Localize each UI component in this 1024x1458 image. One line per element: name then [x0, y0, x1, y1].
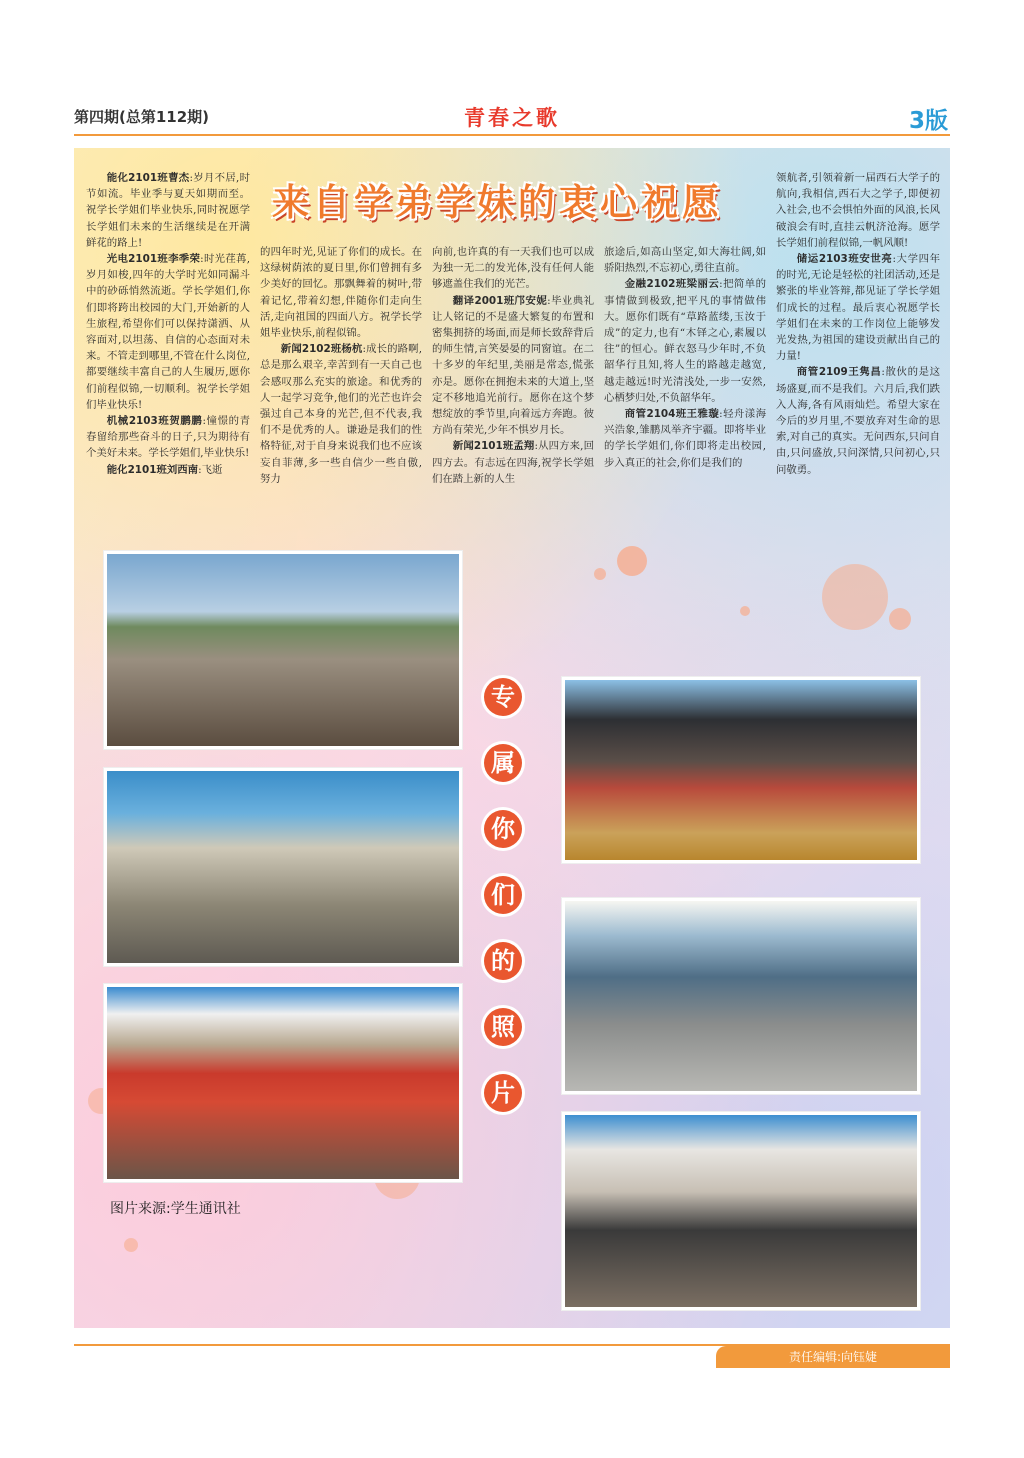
- page-number: 3版: [908, 108, 948, 134]
- text-column-4: [604, 244, 766, 471]
- text-column-5: [776, 170, 940, 478]
- decor-bubble: [740, 606, 750, 616]
- text-column-2: [260, 244, 422, 487]
- content-panel: [74, 148, 950, 1328]
- paragraph: 能化2101班曹杰:岁月不居,时节如流。毕业季与夏天如期而至。祝学长学姐们毕业快乐,同时祝愿学长学姐们未来的生活继续是在开满鲜花的路上!: [86, 172, 250, 249]
- photo-flag-drum: [104, 984, 462, 1182]
- article-title: 来自学弟学妹的衷心祝愿: [272, 180, 723, 224]
- paragraph: 的四年时光,见证了你们的成长。在这绿树荫浓的夏日里,你们曾拥有多少美好的回忆。那飘舞着的树叶,带着记忆,带着幻想,伴随你们走向生活,走向祖国的四面八方。祝学长学姐毕业快乐,前程似锦。: [260, 246, 422, 340]
- side-title-char: 你: [484, 810, 522, 848]
- paragraph: 新闻2102班杨杭:成长的路啊,总是那么艰辛,幸苦到有一天自己也会感叹那么充实的旅途。和优秀的人一起学习竞争,他们的光芒也许会强过自己本身的光芒,但不代表,我们不是优秀的人。谦逊是我们的性格特征,对于自身来说我们也不应该妄自菲薄,多一些自信少一些自傲,努力: [260, 343, 422, 485]
- side-title-char: 专: [484, 678, 522, 716]
- decor-bubble: [822, 564, 888, 630]
- decor-bubble: [889, 608, 911, 630]
- photo-band-performance: [104, 551, 462, 749]
- page-header: [74, 104, 950, 134]
- editor-credit: 责任编辑:向钰婕: [716, 1346, 950, 1368]
- photo-street-dance: [104, 768, 462, 966]
- photo-rc-car: [562, 898, 920, 1094]
- paragraph: 储运2103班安世亮:大学四年的时光,无论是轻松的社团活动,还是繁张的毕业答辩,都见证了学长学姐们成长的过程。最后衷心祝愿学长学姐们在未来的工作岗位上能够发光发热,为祖国的建设贡献出自己的力量!: [776, 253, 940, 363]
- paragraph: 商管2104班王雅璇:轻舟漾海兴浩象,雏鹏凤举齐宇疆。即将毕业的学长学姐们,你们即将走出校园,步入真正的社会,你们是我们的: [604, 408, 766, 469]
- paragraph: 新闻2101班孟翔:从四方来,回四方去。有志远在四海,祝学长学姐们在踏上新的人生: [432, 440, 594, 485]
- decor-bubble: [617, 546, 647, 576]
- photo-credit: 图片来源:学生通讯社: [110, 1201, 241, 1217]
- text-column-3: [432, 244, 594, 487]
- paragraph: 翻译2001班邝安妮:毕业典礼让人铭记的不是盛大繁复的布置和密集拥挤的场面,而是师长致辞背后的师生情,言笑晏晏的同窗谊。在二十多岁的年纪里,美丽是常态,慌张亦是。愿你在拥抱未来的大道上,坚定不移地追光前行。愿你在这个梦想绽放的季节里,向着远方奔跑。彼方尚有荣光,少年不惧岁月长。: [432, 294, 594, 437]
- side-title-char: 片: [484, 1074, 522, 1112]
- photo-taekwondo: [562, 677, 920, 863]
- issue-number: 第四期(总第112期): [74, 108, 210, 126]
- decor-bubble: [124, 1238, 138, 1252]
- paragraph: 光电2101班李季荣:时光荏苒,岁月如梭,四年的大学时光如同漏斗中的砂砾悄然流逝。学长学姐们,你们即将跨出校园的大门,开始新的人生旅程,希望你们可以保持潇洒、从容面对,以坦荡、自信的心态面对未来。不管走到哪里,不管在什么岗位,都要继续丰富自己的人生履历,愿你们前程似锦,一切顺利。祝学长学姐们毕业快乐!: [86, 253, 250, 411]
- paragraph: 金融2102班梁丽云:把简单的事情做到极致,把平凡的事情做伟大。愿你们既有“草路蓝缕,玉汝于成”的定力,也有“木铎之心,素履以往”的恒心。鲜衣怒马少年时,不负韶华行且知,将人生的路越走越宽,越走越远!时光清浅处,一步一安然,心栖梦归处,不负韶华年。: [604, 278, 766, 404]
- paragraph: 机械2103班贺鹏鹏:憧憬的青春留给那些奋斗的日子,只为期待有个美好未来。学长学姐们,毕业快乐!: [86, 415, 250, 460]
- header-rule: [74, 134, 950, 136]
- side-title-char: 的: [484, 942, 522, 980]
- paragraph: 向前,也许真的有一天我们也可以成为独一无二的发光体,没有任何人能够遮盖住我们的光芒。: [432, 246, 594, 291]
- paragraph: 能化2101班刘西南:飞逝: [106, 463, 223, 476]
- side-title-char: 属: [484, 744, 522, 782]
- paragraph: 商管2109王隽昌:散伙的是这场盛夏,而不是我们。六月后,我们跌入人海,各有风雨灿烂。希望大家在今后的岁月里,不要放弃对生命的思索,对自己的真实。无问西东,只问自由,只问盛放,只问深情,只问初心,只问敬勇。: [776, 366, 940, 476]
- side-title-char: 们: [484, 876, 522, 914]
- decor-bubble: [594, 568, 606, 580]
- paragraph: 领航者,引领着新一届西石大学子的航向,我相信,西石大之学子,即便初入社会,也不会惧怕外面的风浪,长风破浪会有时,直挂云帆济沧海。愿学长学姐们前程似锦,一帆风顺!: [776, 172, 940, 249]
- paragraph: 旅途后,如高山坚定,如大海壮阔,如骄阳热烈,不忘初心,勇往直前。: [604, 246, 766, 275]
- text-column-1: [86, 170, 250, 478]
- side-title-char: 照: [484, 1008, 522, 1046]
- masthead: 青春之歌: [464, 105, 560, 130]
- photo-rubiks-cube: [562, 1112, 920, 1310]
